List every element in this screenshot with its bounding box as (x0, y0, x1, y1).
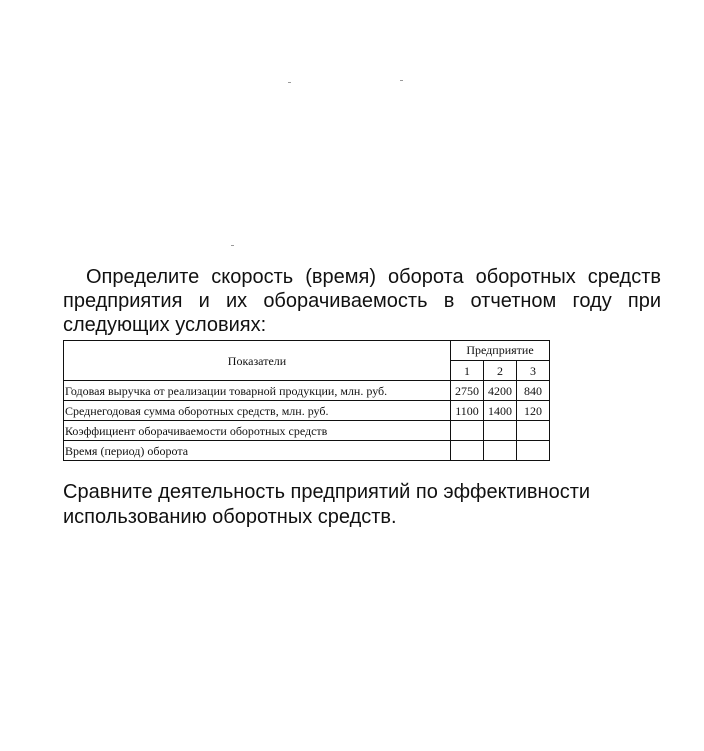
table-row (64, 441, 550, 461)
row-label: Коэффициент оборачиваемости оборотных средств (64, 421, 451, 441)
table-row (64, 401, 550, 421)
row-value (484, 441, 517, 461)
row-value (484, 421, 517, 441)
row-label: Среднегодовая сумма оборотных средств, млн. руб. (64, 401, 451, 421)
row-value (451, 441, 484, 461)
header-enterprise-label: Предприятие (466, 343, 534, 357)
row-value: 120 (517, 401, 550, 421)
table-row (64, 421, 550, 441)
row-value: 840 (517, 381, 550, 401)
row-value (517, 441, 550, 461)
row-value: 4200 (484, 381, 517, 401)
task-text: Определите скорость (время) оборота оборотных средств предприятия и их оборачиваемость в отчетном году при следующих условиях: (63, 266, 661, 336)
scan-speck (400, 80, 403, 81)
enterprise-number: 1 (451, 361, 484, 381)
row-value (517, 421, 550, 441)
row-value: 1100 (451, 401, 484, 421)
enterprise-number: 3 (517, 361, 550, 381)
indicators-table (63, 340, 550, 461)
row-value: 1400 (484, 401, 517, 421)
scan-speck (231, 245, 234, 246)
header-indicators (64, 341, 451, 381)
compare-text: Сравните деятельность предприятий по эффективности использованию оборотных средств. (63, 481, 591, 528)
table-header-row (64, 341, 550, 361)
row-label: Время (период) оборота (64, 441, 451, 461)
row-value (451, 421, 484, 441)
enterprise-number: 2 (484, 361, 517, 381)
scan-speck (288, 82, 291, 83)
header-enterprise (451, 341, 550, 361)
table-row (64, 381, 550, 401)
row-value: 2750 (451, 381, 484, 401)
header-indicators-label: Показатели (227, 353, 287, 368)
row-label: Годовая выручка от реализации товарной продукции, млн. руб. (64, 381, 451, 401)
